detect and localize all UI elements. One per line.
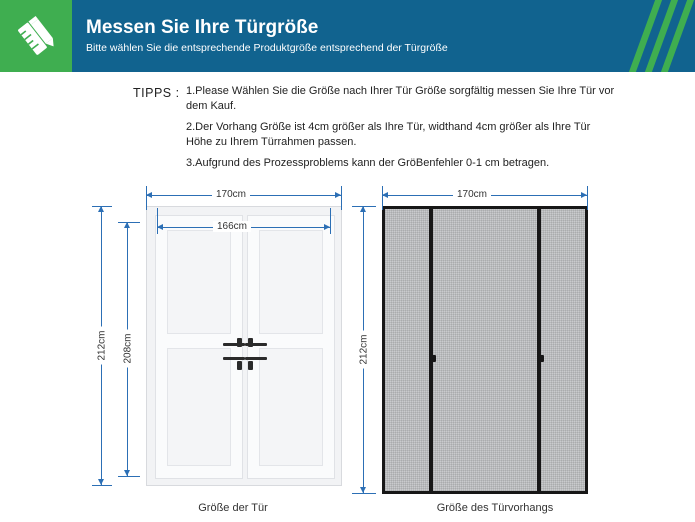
arrow-left-icon	[382, 192, 388, 198]
header-banner	[0, 0, 695, 72]
label-door-inner-height: 208cm	[123, 329, 134, 367]
label-curtain-width: 170cm	[453, 189, 491, 200]
dim-guide	[382, 186, 383, 210]
tip-item-2: 2.Der Vorhang Größe ist 4cm größer als Ihre Tür, widthand 4cm größer als Ihre Tür Höhe zu Ihrem Türrahmen passen.	[186, 121, 591, 148]
arrow-up-icon	[124, 222, 130, 228]
door-panel	[259, 348, 323, 466]
arrow-left-icon	[146, 192, 152, 198]
dim-guide	[146, 186, 147, 210]
caption-curtain: Größe des Türvorhangs	[436, 502, 554, 514]
label-door-outer-height: 212cm	[97, 326, 108, 364]
tip-item-1: 1.Please Wählen Sie die Größe nach Ihrer Tür Größe sorgfältig messen Sie Ihre Tür vor dem Kauf.	[186, 85, 615, 112]
label-curtain-height: 212cm	[359, 330, 370, 368]
dim-guide	[587, 186, 588, 210]
dim-guide	[118, 476, 140, 477]
dim-guide	[92, 485, 112, 486]
door-frame-illustration	[146, 206, 342, 486]
door-handle-icon	[223, 337, 267, 373]
tips-list	[186, 84, 616, 178]
arrow-left-icon	[157, 224, 163, 230]
arrow-right-icon	[335, 192, 341, 198]
page-subtitle: Bitte wählen Sie die entsprechende Produktgröße entsprechend der Türgröße	[86, 42, 448, 54]
curtain-magnet-icon	[537, 355, 544, 362]
caption-door: Größe der Tür	[198, 502, 268, 514]
dim-guide	[352, 493, 376, 494]
door-panel	[259, 230, 323, 334]
tips-label: TIPPS :	[133, 86, 180, 100]
header-stripes-decoration	[629, 0, 695, 72]
measurement-diagram	[0, 178, 695, 522]
arrow-right-icon	[581, 192, 587, 198]
door-panel	[167, 348, 231, 466]
ruler-pencil-icon	[0, 0, 72, 72]
arrow-right-icon	[324, 224, 330, 230]
label-door-inner-width: 166cm	[213, 221, 251, 232]
page-title: Messen Sie Ihre Türgröße	[86, 17, 319, 38]
tip-item-3: 3.Aufgrund des Prozessproblems kann der GröBenfehler 0-1 cm betragen.	[186, 157, 550, 169]
curtain-seam	[537, 209, 541, 491]
arrow-up-icon	[360, 206, 366, 212]
door-panel	[167, 230, 231, 334]
tips-section	[0, 72, 695, 178]
dim-guide	[341, 186, 342, 210]
dim-guide	[330, 208, 331, 234]
arrow-down-icon	[98, 479, 104, 485]
label-door-outer-width: 170cm	[212, 189, 250, 200]
door-curtain-illustration	[382, 206, 588, 494]
arrow-down-icon	[124, 470, 130, 476]
arrow-up-icon	[98, 206, 104, 212]
curtain-magnet-icon	[429, 355, 436, 362]
header-text-block	[72, 17, 448, 55]
arrow-down-icon	[360, 487, 366, 493]
curtain-seam	[429, 209, 433, 491]
dim-guide	[157, 208, 158, 234]
